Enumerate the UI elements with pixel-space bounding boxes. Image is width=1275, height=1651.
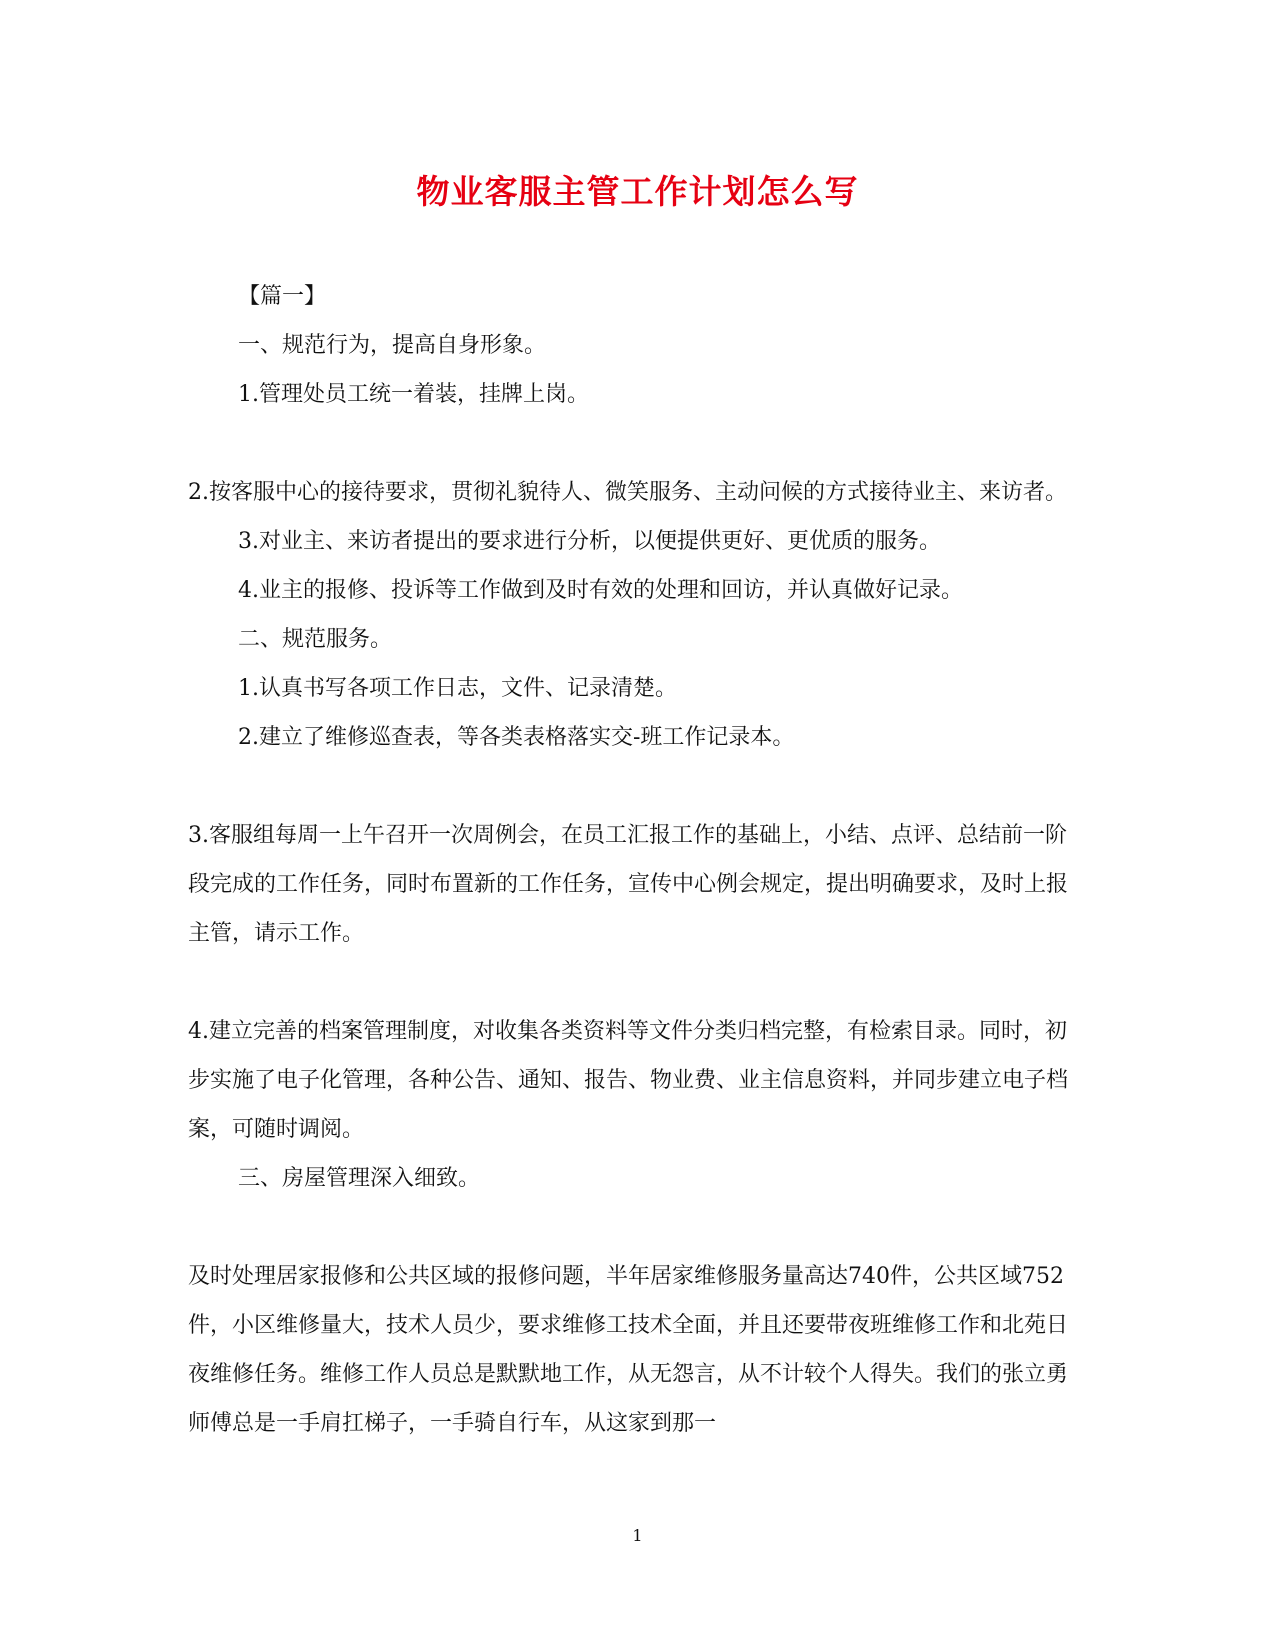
paragraph-spacer — [188, 958, 1088, 1007]
section-heading: 一、规范行为，提高自身形象。 — [238, 333, 547, 358]
section-heading: 二、规范服务。 — [238, 627, 393, 652]
paragraph-spacer — [188, 1203, 1088, 1252]
paragraph-spacer — [188, 419, 1088, 468]
section-label: 【篇一】 — [238, 284, 327, 309]
paragraph-spacer — [188, 762, 1088, 811]
document-body — [188, 272, 1088, 1448]
list-item: 1.认真书写各项工作日志，文件、记录清楚。 — [238, 676, 677, 701]
page-number: 1 — [632, 1526, 643, 1545]
list-item: 2.建立了维修巡查表，等各类表格落实交-班工作记录本。 — [238, 725, 795, 750]
document-title: 物业客服主管工作计划怎么写 — [416, 172, 859, 211]
section-heading: 三、房屋管理深入细致。 — [238, 1166, 481, 1191]
list-item: 1.管理处员工统一着装，挂牌上岗。 — [238, 382, 589, 407]
list-item: 2.按客服中心的接待要求，贯彻礼貌待人、微笑服务、主动问候的方式接待业主、来访者。 — [188, 480, 1067, 505]
list-item: 4.建立完善的档案管理制度，对收集各类资料等文件分类归档完整，有检索目录。同时，初步实施了电子化管理，各种公告、通知、报告、物业费、业主信息资料，并同步建立电子档案，可随时调阅。 — [188, 1019, 1069, 1142]
list-item: 3.对业主、来访者提出的要求进行分析，以便提供更好、更优质的服务。 — [238, 529, 941, 554]
list-item: 3.客服组每周一上午召开一次周例会，在员工汇报工作的基础上，小结、点评、总结前一阶段完成的工作任务，同时布置新的工作任务，宣传中心例会规定，提出明确要求，及时上报主管，请示工作。 — [188, 823, 1069, 946]
body-paragraph: 及时处理居家报修和公共区域的报修问题，半年居家维修服务量高达740件，公共区域752件，小区维修量大，技术人员少，要求维修工技术全面，并且还要带夜班维修工作和北苑日夜维修任务。维修工作人员总是默默地工作，从无怨言，从不计较个人得失。我们的张立勇师傅总是一手肩扛梯子，一手骑自行车，从这家到那一 — [188, 1264, 1069, 1436]
list-item: 4.业主的报修、投诉等工作做到及时有效的处理和回访，并认真做好记录。 — [238, 578, 963, 603]
